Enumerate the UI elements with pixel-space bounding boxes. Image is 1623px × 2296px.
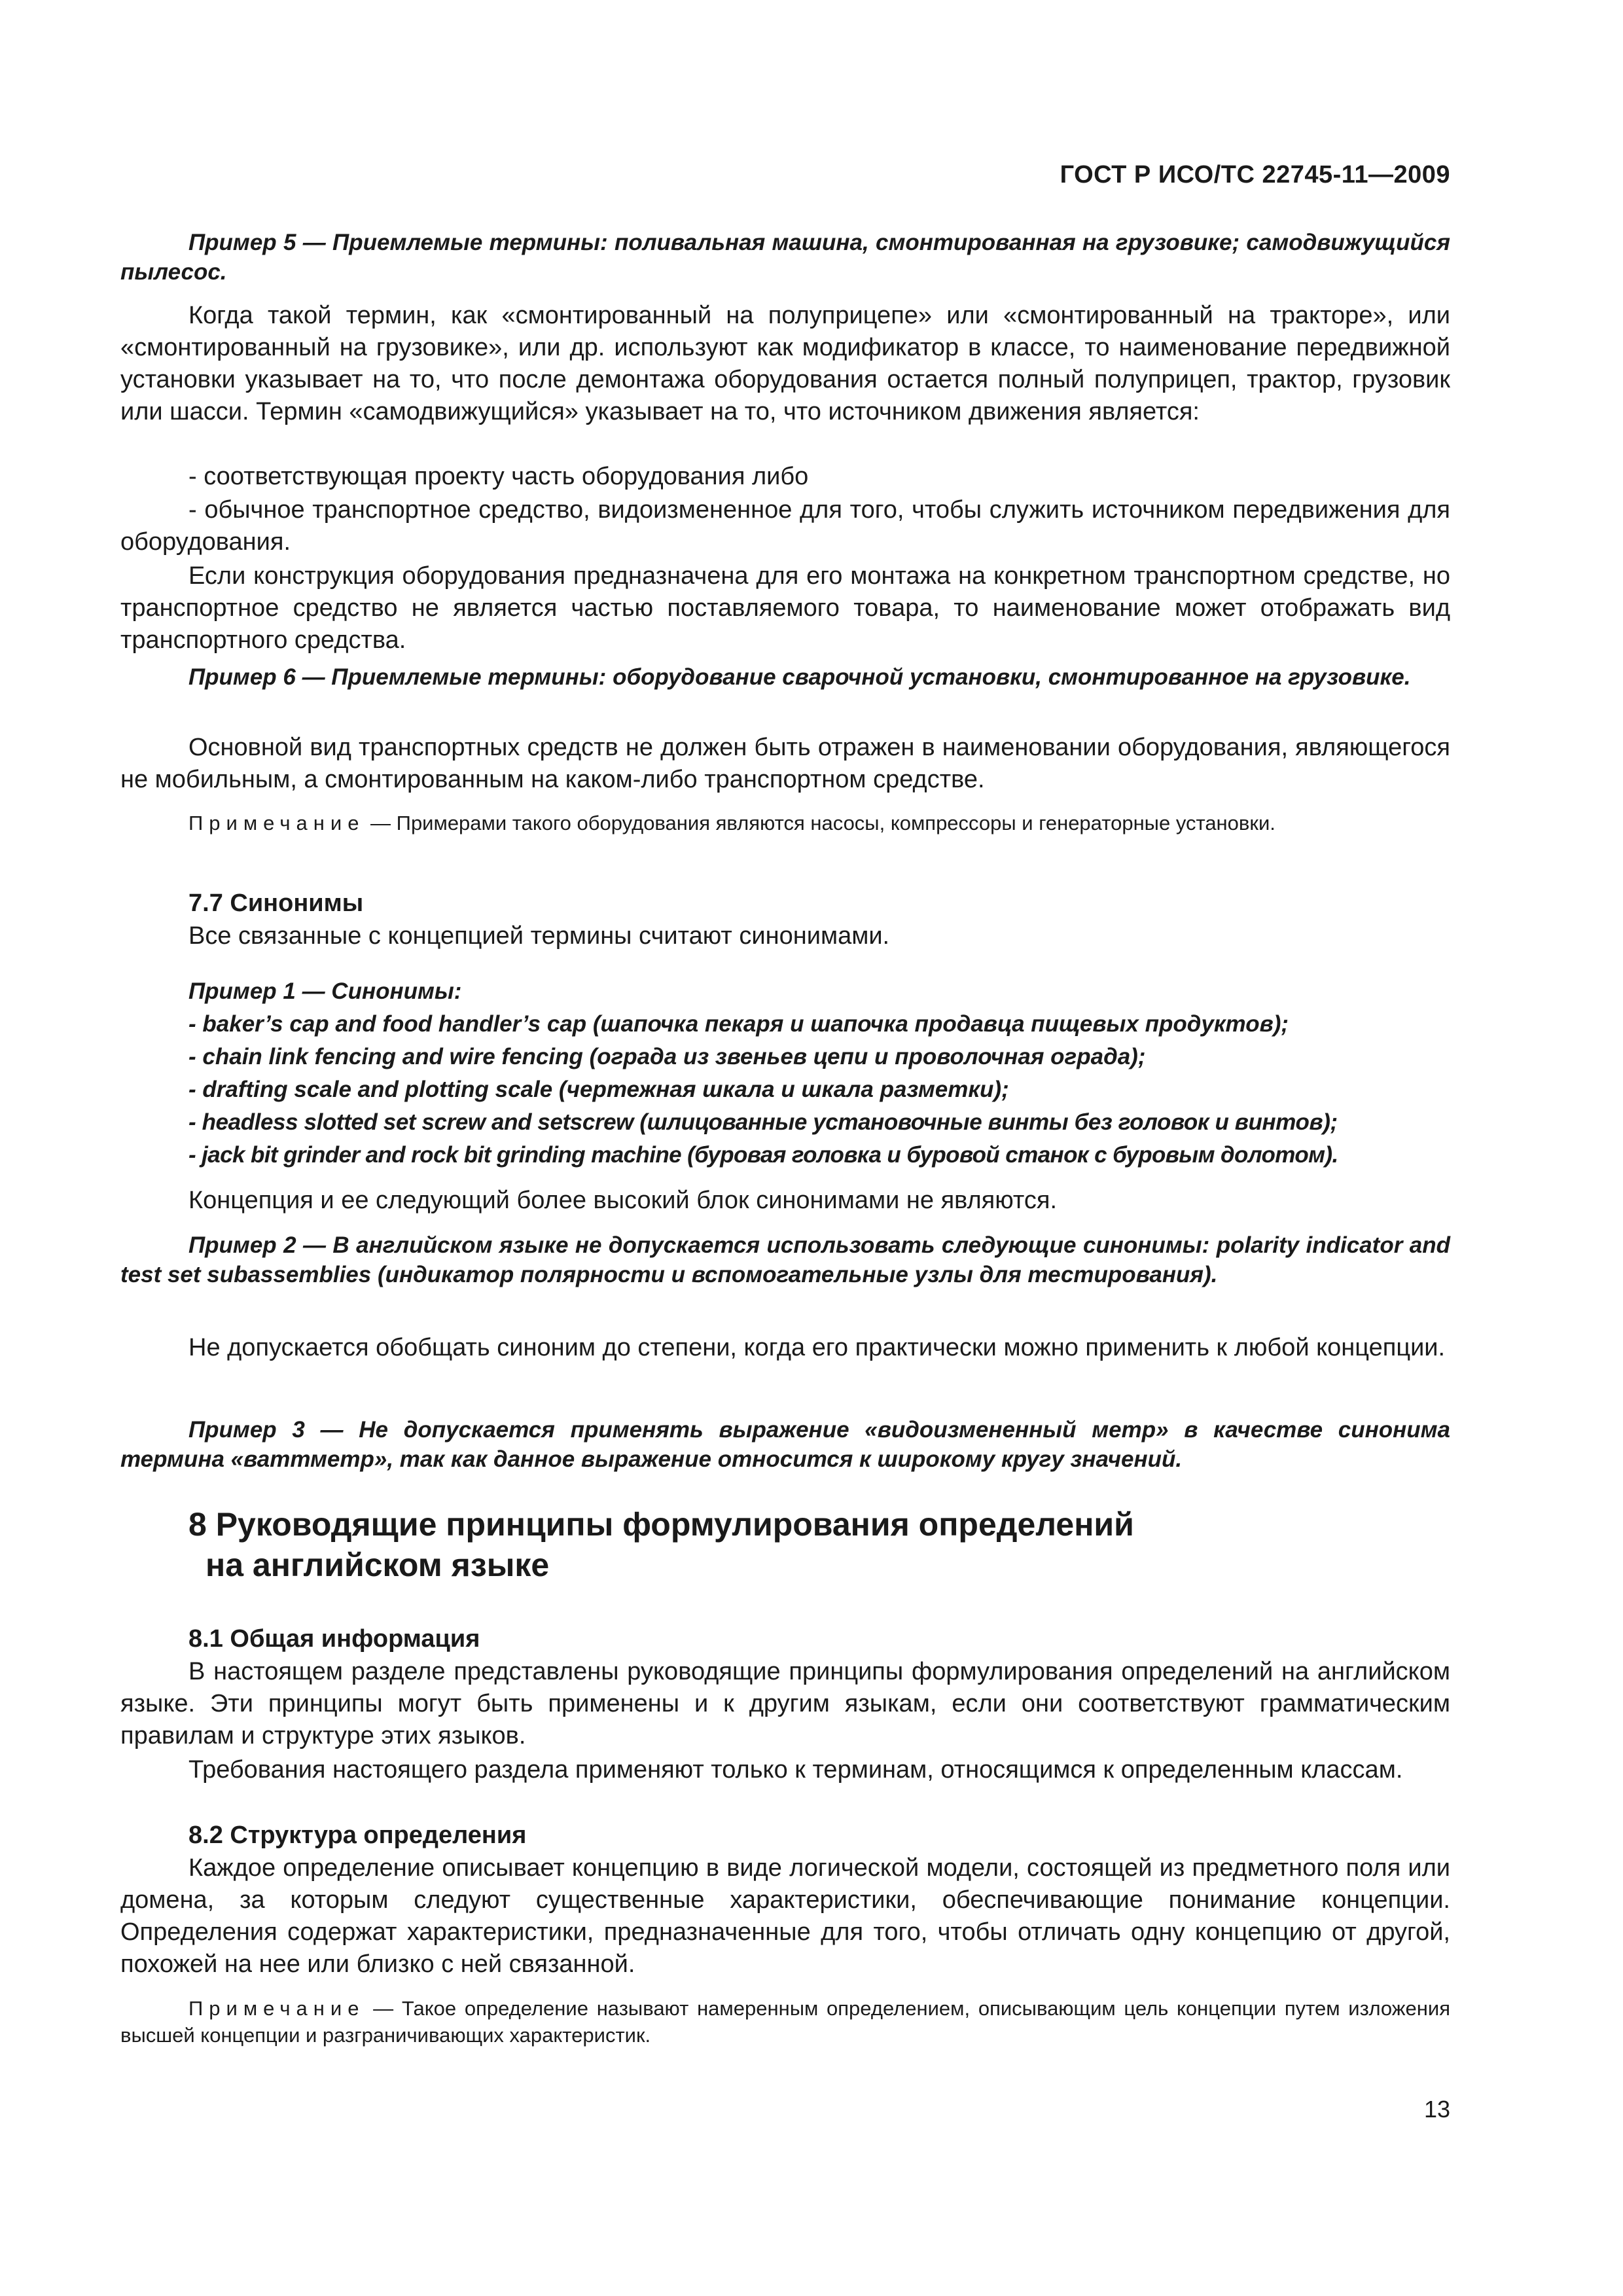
example-2: Пример 2 — В английском языке не допускается использовать следующие синонимы: polarity indicator and test set subassemblies (индикатор полярности и вспомогательные узлы для тестирования). [120,1232,1450,1287]
list-item-1: - соответствующая проекту часть оборудования либо [188,463,809,490]
example-5: Пример 5 — Приемлемые термины: поливальная машина, смонтированная на грузовике; самодвижущийся пылесос. [120,230,1450,285]
note-label: Примечание [188,812,365,834]
note-label: Примечание [188,1997,365,2020]
page-number: 13 [1423,2096,1450,2123]
note-text: — Такое определение называют намеренным определением, описывающим цель концепции путем изложения высшей концепции и разграничивающих характеристик. [120,1997,1450,2047]
paragraph-generalize: Не допускается обобщать синоним до степени, когда его практически можно применить к любой концепции. [188,1334,1446,1361]
section-8-2-heading: 8.2 Структура определения [188,1821,527,1849]
paragraph-vehicle-type: Основной вид транспортных средств не должен быть отражен в наименовании оборудования, являющегося не мобильным, а смонтированным на каком-либо транспортном средстве. [120,734,1450,793]
note-2 [120,1995,1450,2049]
list-item-2: - обычное транспортное средство, видоизмененное для того, чтобы служить источником передвижения для оборудования. [120,496,1450,556]
example-6: Пример 6 — Приемлемые термины: оборудование сварочной установки, смонтированное на грузовике. [188,664,1411,690]
paragraph-guidelines: В настоящем разделе представлены руководящие принципы формулирования определений на английском языке. Эти принципы могут быть применены и к другим языкам, если они соответствуют грамматическим правилам и структуре этих языков. [120,1658,1450,1749]
section-8-1-heading: 8.1 Общая информация [188,1625,480,1653]
section-7-7-heading: 7.7 Синонимы [188,889,364,917]
section-8-heading-line-2: на английском языке [205,1547,550,1583]
synonym-item: - headless slotted set screw and setscrew (шлицованные установочные винты без головок и винтов); [188,1109,1338,1135]
paragraph-mounted-terms: Когда такой термин, как «смонтированный на полуприцепе» или «смонтированный на тракторе», или «смонтированный на грузовике», или др. используют как модификатор в классе, то наименование передвижной установки указывает на то, что после демонтажа оборудования остается полный полуприцеп, трактор, грузовик или шасси. Термин «самодвижущийся» указывает на то, что источником движения является: [120,302,1450,425]
example-1-title: Пример 1 — Синонимы: [188,978,462,1004]
paragraph-synonyms: Все связанные с концепцией термины считают синонимами. [188,922,890,950]
note-text: — Примерами такого оборудования являются насосы, компрессоры и генераторные установки. [365,812,1275,834]
synonym-item: - jack bit grinder and rock bit grinding machine (буровая головка и буровой станок с буровым долотом). [188,1142,1338,1168]
paragraph-definition-structure: Каждое определение описывает концепцию в виде логической модели, состоящей из предметного поля или домена, за которым следуют существенные характеристики, обеспечивающие понимание концепции. Определения содержат характеристики, предназначенные для того, чтобы отличать одну концепцию от другой, похожей на нее или близко с ней связанной. [120,1854,1450,1978]
paragraph-concept-block: Концепция и ее следующий более высокий блок синонимами не являются. [188,1187,1058,1214]
paragraph-vehicle-design: Если конструкция оборудования предназначена для его монтажа на конкретном транспортном средстве, но транспортное средство не является частью поставляемого товара, то наименование может отображать вид транспортного средства. [120,562,1450,654]
paragraph-requirements: Требования настоящего раздела применяют только к терминам, относящимся к определенным классам. [188,1756,1403,1784]
synonym-item: - baker’s cap and food handler’s cap (шапочка пекаря и шапочка продавца пищевых продуктов); [188,1011,1289,1037]
synonym-item: - chain link fencing and wire fencing (ограда из звеньев цепи и проволочная ограда); [188,1044,1146,1069]
section-8-heading [120,1504,1450,1585]
example-3: Пример 3 — Не допускается применять выражение «видоизмененный метр» в качестве синонима термина «ваттметр», так как данное выражение относится к широкому кругу значений. [120,1417,1450,1472]
section-8-heading-line-1: 8 Руководящие принципы формулирования определений [188,1506,1134,1543]
note-1 [120,810,1450,836]
document-header: ГОСТ Р ИСО/ТС 22745-11—2009 [1060,161,1450,188]
synonym-item: - drafting scale and plotting scale (чертежная шкала и шкала разметки); [188,1077,1009,1102]
